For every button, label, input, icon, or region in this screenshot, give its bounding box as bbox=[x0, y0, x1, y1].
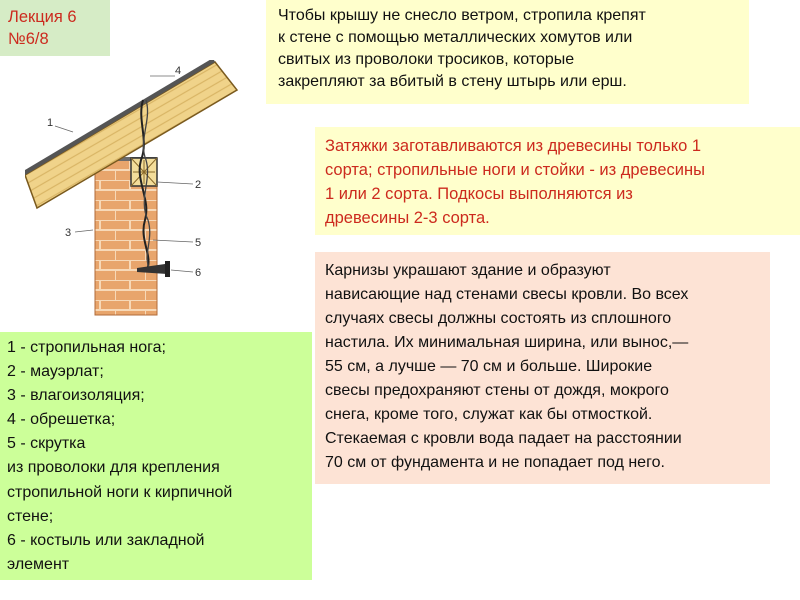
legend-item: 3 - влагоизоляция; bbox=[7, 387, 145, 405]
note-line: нависающие над стенами свесы кровли. Во всех bbox=[325, 286, 689, 303]
label-5: 5 bbox=[195, 237, 202, 249]
label-6: 6 bbox=[195, 267, 202, 279]
legend-item: 2 - мауэрлат; bbox=[7, 363, 104, 381]
rafter-wall-diagram bbox=[25, 60, 265, 330]
legend-item: 4 - обрешетка; bbox=[7, 411, 116, 429]
eaves-note bbox=[315, 252, 770, 484]
legend-item: стропильной ноги к кирпичной bbox=[7, 483, 233, 501]
wind-fastening-note bbox=[266, 0, 749, 104]
wood-grade-note bbox=[315, 127, 800, 235]
legend-item: 6 - костыль или закладной bbox=[7, 531, 205, 549]
note-line: 55 см, а лучше — 70 см и больше. Широкие bbox=[325, 358, 653, 375]
note-line: настила. Их минимальная ширина, или вынос,— bbox=[325, 334, 689, 351]
note-line: закрепляют за вбитый в стену штырь или ерш. bbox=[278, 73, 627, 90]
note-line: свитых из проволоки тросиков, которые bbox=[278, 51, 575, 68]
note-line: 1 или 2 сорта. Подкосы выполняются из bbox=[325, 185, 633, 203]
note-line: древесины 2-3 сорта. bbox=[325, 209, 490, 227]
label-4: 4 bbox=[175, 65, 182, 77]
note-line: Затяжки заготавливаются из древесины только 1 bbox=[325, 137, 702, 155]
note-line: сорта; стропильные ноги и стойки - из древесины bbox=[325, 161, 705, 179]
note-line: Стекаемая с кровли вода падает на расстоянии bbox=[325, 430, 682, 447]
legend-item: стене; bbox=[7, 507, 54, 525]
note-line: свесы предохраняют стены от дождя, мокрого bbox=[325, 382, 669, 399]
note-line: 70 см от фундамента и не попадает под него. bbox=[325, 454, 665, 471]
label-1: 1 bbox=[47, 117, 54, 129]
note-line: Карнизы украшают здание и образуют bbox=[325, 262, 611, 279]
label-3: 3 bbox=[65, 227, 72, 239]
diagram-legend bbox=[0, 332, 312, 580]
label-2: 2 bbox=[195, 179, 202, 191]
legend-item: из проволоки для крепления bbox=[7, 459, 220, 477]
note-line: к стене с помощью металлических хомутов или bbox=[278, 29, 633, 46]
note-line: случаях свесы должны состоять из сплошного bbox=[325, 310, 672, 327]
lecture-number: Лекция 6 bbox=[8, 8, 77, 26]
slide-number: №6/8 bbox=[8, 30, 49, 48]
legend-item: элемент bbox=[7, 555, 70, 573]
lecture-title bbox=[0, 0, 110, 56]
legend-item: 5 - скрутка bbox=[7, 435, 86, 453]
note-line: Чтобы крышу не снесло ветром, стропила крепят bbox=[278, 7, 646, 24]
note-line: снега, кроме того, служат как бы отмосткой. bbox=[325, 406, 653, 423]
legend-item: 1 - стропильная нога; bbox=[7, 339, 166, 356]
